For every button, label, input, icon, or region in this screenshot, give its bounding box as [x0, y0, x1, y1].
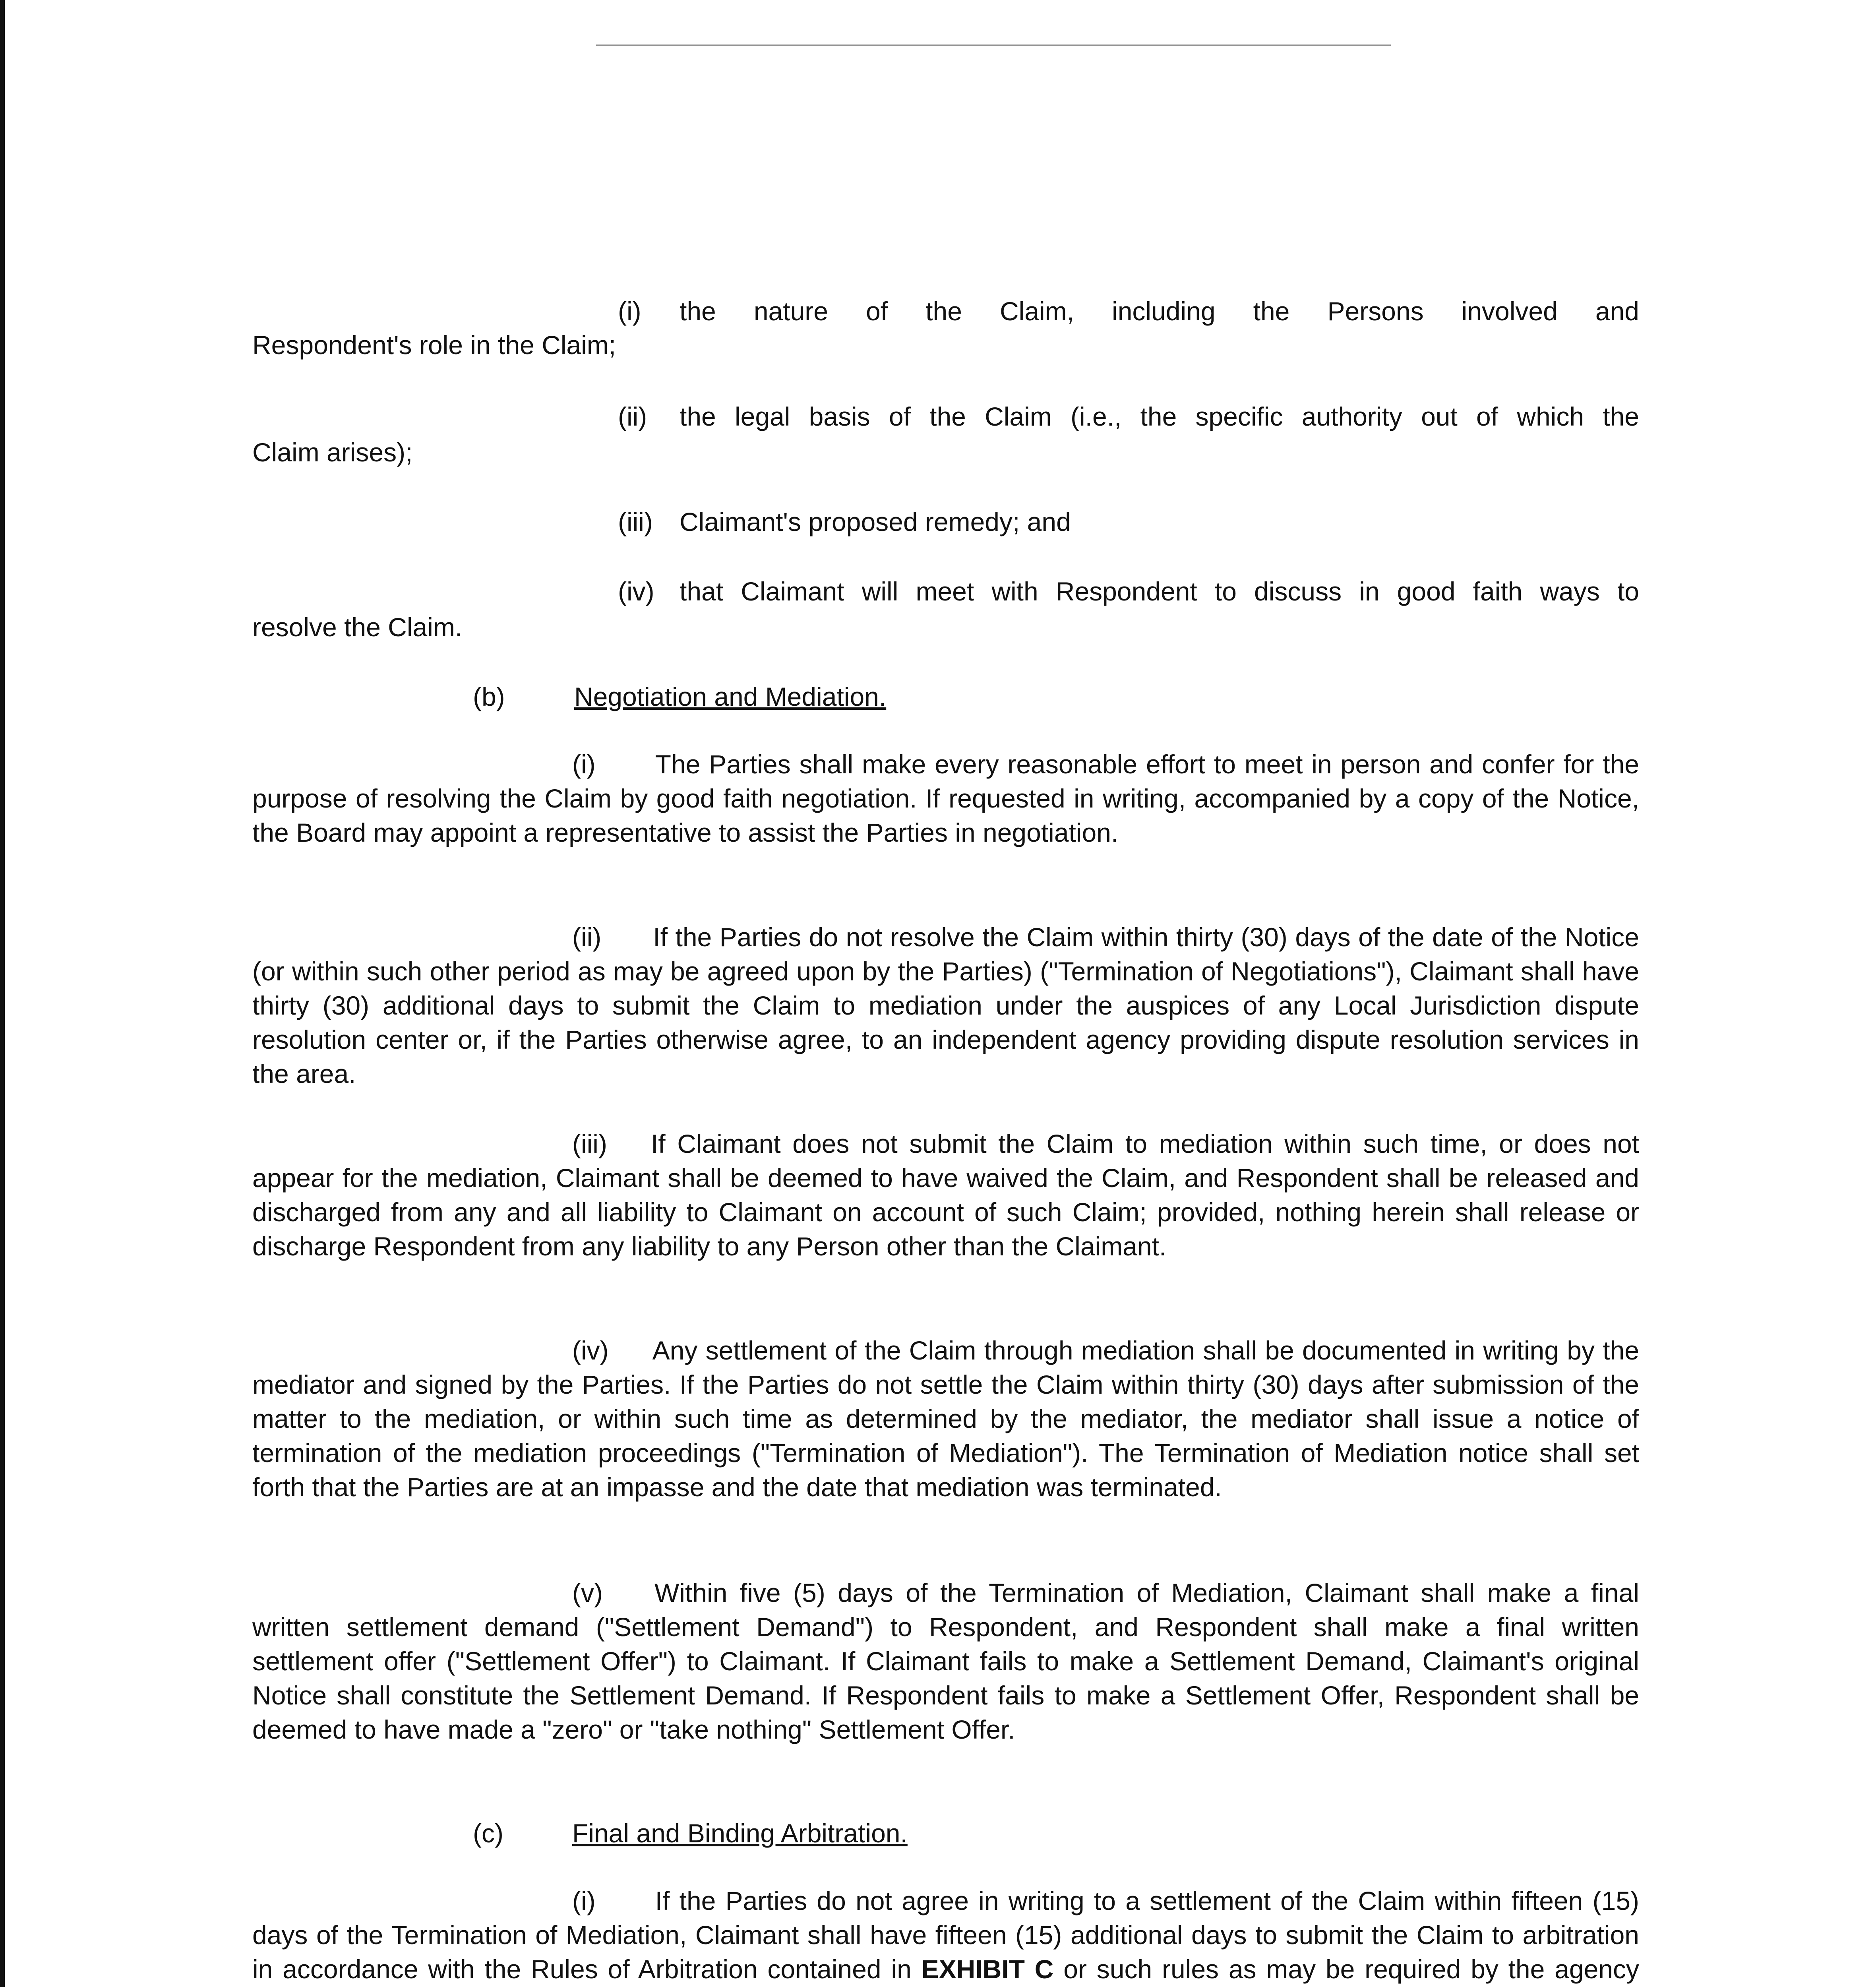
- list-item-i-continuation: Respondent's role in the Claim;: [252, 330, 616, 360]
- para-number: (v): [572, 1578, 603, 1607]
- section-b-para-ii: [252, 920, 1639, 1091]
- section-c-label: (c): [473, 1819, 503, 1848]
- section-b-para-v: [252, 1576, 1639, 1747]
- para-text: Within five (5) days of the Termination of Mediation, Claimant shall make a final written settlement demand ("Settlement Demand") to Respondent, and Respondent shall make a final written settlement offer ("Settlement Offer") to Claimant. If Claimant fails to make a Settlement Demand, Claimant's original Notice shall constitute the Settlement Demand. If Respondent fails to make a Settlement Offer, Respondent shall be deemed to have made a "zero" or "take nothing" Settlement Offer.: [252, 1578, 1639, 1744]
- list-item-i-text: the nature of the Claim, including the Persons involved and: [680, 296, 1639, 326]
- para-number: (i): [572, 1886, 596, 1915]
- para-number: (i): [572, 749, 596, 779]
- para-text: The Parties shall make every reasonable effort to meet in person and confer for the purpose of resolving the Claim by good faith negotiation. If requested in writing, accompanied by a copy of the Notice, the Board may appoint a representative to assist the Parties in negotiation.: [252, 749, 1639, 847]
- list-item-ii-continuation: Claim arises);: [252, 438, 413, 467]
- section-b-para-iv: [252, 1333, 1639, 1504]
- list-item-iv-text: that Claimant will meet with Respondent to discuss in good faith ways to: [680, 577, 1639, 606]
- para-text-before: If the Parties do not agree in writing to a settlement of the Claim within fifteen (15) days of the Termination of Mediation, Claimant shall have fifteen (15) additional days to submit the Claim to arbitration in accordance with the Rules of Arbitration contained in: [252, 1886, 1639, 1984]
- para-text: Any settlement of the Claim through mediation shall be documented in writing by the mediator and signed by the Parties. If the Parties do not settle the Claim within thirty (30) days after submission of the matter to the mediation, or within such time as determined by the mediator, the mediator shall issue a notice of termination of the mediation proceedings ("Termination of Mediation"). The Termination of Mediation notice shall set forth that the Parties are at an impasse and the date that mediation was terminated.: [252, 1336, 1639, 1502]
- section-b-heading: Negotiation and Mediation.: [574, 682, 887, 711]
- exhibit-reference: EXHIBIT C: [921, 1954, 1054, 1984]
- para-text: If the Parties do not resolve the Claim within thirty (30) days of the date of the Notice (or within such other period as may be agreed upon by the Parties) ("Termination of Negotiations"), Claimant shall have thirty (30) additional days to submit the Claim to mediation under the auspices of any Local Jurisdiction dispute resolution center or, if the Parties otherwise agree, to an independent agency providing dispute resolution services in the area.: [252, 922, 1639, 1088]
- list-item-iii-text: Claimant's proposed remedy; and: [680, 507, 1071, 536]
- list-item-iii-number: (iii): [618, 507, 653, 536]
- list-item-ii-number: (ii): [618, 402, 647, 431]
- list-item-iv-continuation: resolve the Claim.: [252, 612, 463, 642]
- section-b-label: (b): [473, 682, 505, 711]
- scan-left-edge: [0, 0, 5, 1987]
- section-b-para-i: [252, 747, 1639, 850]
- para-number: (ii): [572, 922, 602, 952]
- section-c-para-i: [252, 1884, 1639, 1987]
- list-item-i-number: (i): [618, 296, 641, 326]
- para-number: (iv): [572, 1336, 609, 1365]
- section-b-para-iii: [252, 1127, 1639, 1263]
- list-item-ii-text: the legal basis of the Claim (i.e., the specific authority out of which the: [680, 402, 1639, 431]
- para-number: (iii): [572, 1129, 607, 1158]
- para-text-after: or such rules as may be required by the agency: [1063, 1954, 1639, 1984]
- para-text: If Claimant does not submit the Claim to mediation within such time, or does not appear for the mediation, Claimant shall be deemed to have waived the Claim, and Respondent shall be released and discharged from any and all liability to Claimant on account of such Claim; provided, nothing herein shall release or discharge Respondent from any liability to any Person other than the Claimant.: [252, 1129, 1639, 1261]
- list-item-iv-number: (iv): [618, 577, 654, 606]
- section-c-heading: Final and Binding Arbitration.: [572, 1819, 908, 1848]
- scan-top-rule: [596, 45, 1391, 46]
